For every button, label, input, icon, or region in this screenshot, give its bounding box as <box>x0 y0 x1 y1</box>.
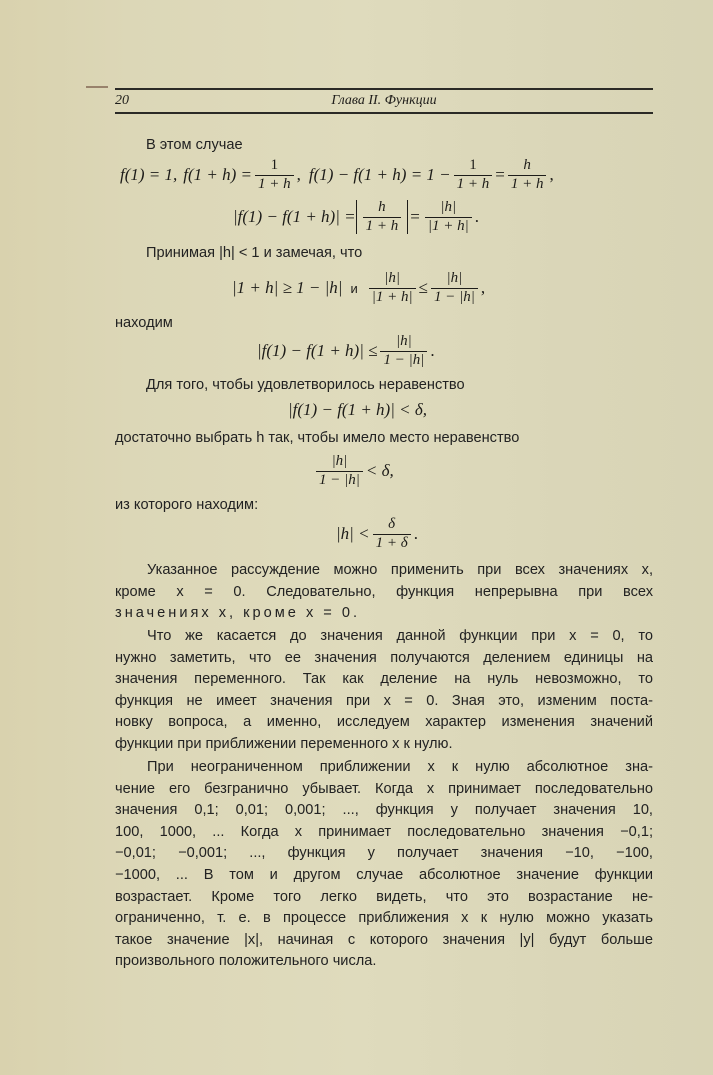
eq1-c-left: f(1) − f(1 + h) = 1 − <box>308 165 451 184</box>
equation-4: |f(1) − f(1 + h)| ≤ $\frac{|h|}{1 - |h|}$ . <box>257 332 435 368</box>
denominator: 1 + h <box>255 175 294 193</box>
text-line: кроме x = 0. Следовательно, функция непрерывна при всех <box>115 583 653 600</box>
text-line: −1000, ... В том и другом случае абсолютное значение функции <box>115 866 653 883</box>
text-line: ограниченно, т. е. в процессе приближения x к нулю можно указать <box>115 910 653 927</box>
numerator: δ <box>388 515 396 532</box>
running-head: Глава II. Функции <box>331 93 437 108</box>
equation-3: |1 + h| ≥ 1 − |h| и $\frac{|h|}{|1 + h|}$ ≤ $\frac{|h|}{1 - |h|}$ , <box>232 269 486 305</box>
eq6-fraction <box>316 454 363 489</box>
numerator: 1 <box>270 156 279 173</box>
header-rule-bottom <box>115 112 653 114</box>
paragraph-3 <box>115 757 653 973</box>
numerator: 1 <box>469 156 477 173</box>
eq1-c-fraction-2 <box>508 158 547 193</box>
text-line: −0,01; −0,001; ..., функция y получает значения −10, −100, <box>115 845 653 862</box>
header-rule-top <box>115 88 653 90</box>
text-line: Указанное рассуждение можно применить при всех значениях x, <box>147 562 653 578</box>
equation-6 <box>313 449 394 493</box>
equation-7: |h| < $\frac{\delta}{1 + \delta}$ . <box>336 515 418 551</box>
eq4-left: |f(1) − f(1 + h)| ≤ <box>257 341 378 360</box>
denominator: |1 + h| <box>425 217 472 235</box>
denominator: 1 − |h| <box>380 351 427 369</box>
assume-text: Принимая |h| < 1 и замечая, что <box>146 245 363 261</box>
eq4-fraction <box>380 334 427 369</box>
eq3-fraction-1 <box>369 271 416 306</box>
text-line: значениях x, кроме x = 0. <box>115 605 361 622</box>
equation-2: |f(1) − f(1 + h)| = $\frac{h}{1 + h}$ = $\frac{|h|}{|1 + h|}$ . <box>233 198 479 234</box>
text-line: нужно заметить, что ее значения получаются делением единицы на <box>115 649 653 666</box>
numerator: |h| <box>446 269 463 286</box>
eq7-fraction <box>373 517 411 552</box>
intro-text: В этом случае <box>146 137 243 153</box>
text-line: чение его безгранично убывает. Когда x принимает последовательно <box>115 780 653 797</box>
numerator: |h| <box>331 452 348 469</box>
denominator: |1 + h| <box>369 288 416 306</box>
numerator: h <box>523 156 531 173</box>
eq2-fraction-1 <box>363 200 402 235</box>
eq6-rhs: < δ, <box>365 461 394 480</box>
enough-text: достаточно выбрать h так, чтобы имело место неравенство <box>115 430 520 446</box>
denominator: 1 + h <box>363 217 402 235</box>
eq3-left: |1 + h| ≥ 1 − |h| <box>232 278 343 297</box>
text-line: значения 0,1; 0,01; 0,001; ..., функция y получает значения 10, <box>115 802 653 819</box>
numerator: |h| <box>396 332 412 349</box>
eq3-fraction-2 <box>431 271 478 306</box>
numerator: |h| <box>440 198 457 215</box>
denominator: 1 + h <box>454 175 493 193</box>
whence-text: из которого находим: <box>115 497 259 513</box>
text-line: 100, 1000, ... Когда x принимает последовательно значения −0,1; <box>115 823 653 840</box>
text-line: возрастает. Кроме того легко видеть, что это возрастание не- <box>115 888 653 905</box>
text-line: функция не имеет значения при x = 0. Зная это, изменим поста- <box>115 692 653 709</box>
text-line: такое значение |x|, начиная с которого значения |y| будут больше <box>115 931 653 948</box>
equation-1: f(1) = 1, f(1 + h) = $\frac{1}{1 + h}$ , f(1) − f(1 + h) = 1 − $\frac{1}{1 + h}$ = $\frac{h}{1 + h}$ , <box>120 156 554 192</box>
equation-5: |f(1) − f(1 + h)| < δ, <box>288 400 428 419</box>
text-line: произвольного положительного числа. <box>115 953 377 970</box>
text-line: функции при приближении переменного x к нулю. <box>115 735 453 752</box>
eq1-a: f(1) = 1, <box>120 165 178 184</box>
equals-sign: = <box>495 165 505 184</box>
paragraph-1 <box>115 560 653 625</box>
denominator: 1 + h <box>508 175 547 193</box>
eq7-left: |h| < <box>336 524 370 543</box>
denominator: 1 + δ <box>373 534 411 552</box>
less-equal-sign: ≤ <box>418 278 428 297</box>
denominator: 1 − |h| <box>431 288 478 306</box>
paragraph-2 <box>115 626 653 756</box>
text-line: новку вопроса, а именно, исследуем характер изменения значений <box>115 714 653 731</box>
eq1-b-left: f(1 + h) = <box>183 165 253 184</box>
page-number: 20 <box>115 93 129 108</box>
equals-sign: = <box>410 207 420 226</box>
eq2-fraction-2 <box>425 200 472 235</box>
conjunction: и <box>350 280 358 296</box>
for-text: Для того, чтобы удовлетворилось неравенство <box>146 377 465 393</box>
numerator: h <box>378 198 386 215</box>
find-text: находим <box>115 315 173 331</box>
text-line: значения переменного. Так как деление на нуль невозможно, то <box>115 671 653 688</box>
eq2-left: |f(1) − f(1 + h)| = <box>233 207 356 226</box>
eq1-b-fraction <box>255 158 294 193</box>
abs-bars <box>356 200 409 235</box>
eq1-c-fraction <box>454 158 493 193</box>
text-line: При неограниченном приближении x к нулю абсолютное зна- <box>147 759 653 775</box>
numerator: |h| <box>384 269 401 286</box>
text-line: Что же касается до значения данной функции при x = 0, то <box>147 628 653 644</box>
margin-mark <box>86 86 108 88</box>
denominator: 1 − |h| <box>316 471 363 489</box>
